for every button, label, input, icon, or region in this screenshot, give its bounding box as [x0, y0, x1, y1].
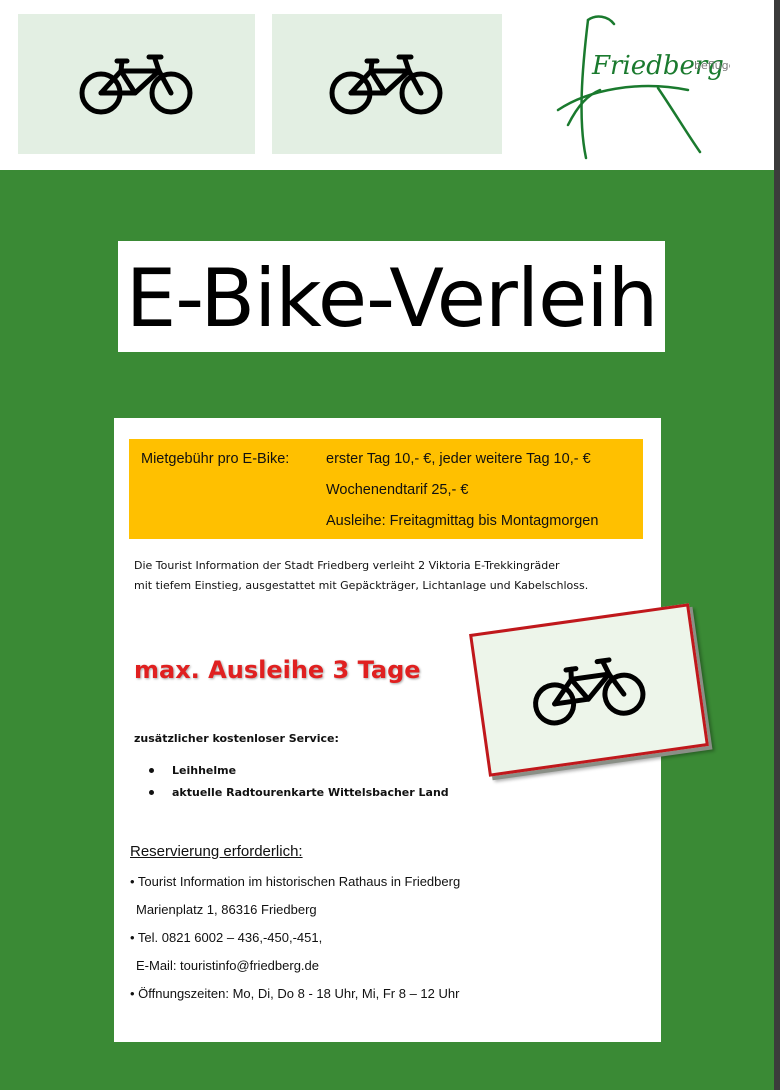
description-line: Die Tourist Information der Stadt Friedberg verleiht 2 Viktoria E-Trekkingräder [134, 559, 560, 572]
service-heading: zusätzlicher kostenloser Service: [134, 732, 339, 745]
description-line: mit tiefem Einstieg, ausgestattet mit Gepäckträger, Lichtanlage und Kabelschloss. [134, 579, 589, 592]
bicycle-icon [525, 647, 654, 733]
bike-tile-left [18, 14, 255, 154]
title-box [118, 241, 665, 352]
fee-line: erster Tag 10,- €, jeder weitere Tag 10,- € [326, 451, 591, 467]
header [0, 0, 774, 170]
logo-wordmark: Friedberg [592, 51, 724, 81]
bicycle-icon [77, 49, 197, 119]
reservation-heading: Reservierung erforderlich: [130, 843, 303, 860]
contact-line: E-Mail: touristinfo@friedberg.de [136, 958, 319, 973]
max-rental-notice: max. Ausleihe 3 Tage [134, 656, 421, 684]
fee-line: Wochenendtarif 25,- € [326, 482, 469, 498]
contact-line: Marienplatz 1, 86316 Friedberg [136, 902, 317, 917]
page-edge [774, 0, 780, 1090]
contact-info [130, 873, 460, 1013]
contact-line: • Tel. 0821 6002 – 436,-450,-451, [130, 930, 323, 945]
bicycle-icon [327, 49, 447, 119]
page-title: E-Bike-Verleih [125, 251, 658, 345]
bike-tile-middle [272, 14, 502, 154]
logo-tagline: beflüg [694, 59, 729, 72]
list-item: aktuelle Radtourenkarte Wittelsbacher Land [134, 784, 449, 806]
description [134, 556, 654, 596]
fee-box [129, 439, 643, 539]
fee-label: Mietgebühr pro E-Bike: [141, 451, 290, 467]
contact-line: • Öffnungszeiten: Mo, Di, Do 8 - 18 Uhr, Mi, Fr 8 – 12 Uhr [130, 986, 460, 1001]
contact-line: • Tourist Information im historischen Rathaus in Friedberg [130, 874, 461, 889]
friedberg-logo-icon [548, 10, 730, 165]
fee-line: Ausleihe: Freitagmittag bis Montagmorgen [326, 513, 599, 529]
bike-photo [469, 603, 709, 776]
list-item: Leihhelme [134, 762, 449, 784]
service-list [134, 762, 449, 806]
friedberg-logo [548, 10, 730, 165]
